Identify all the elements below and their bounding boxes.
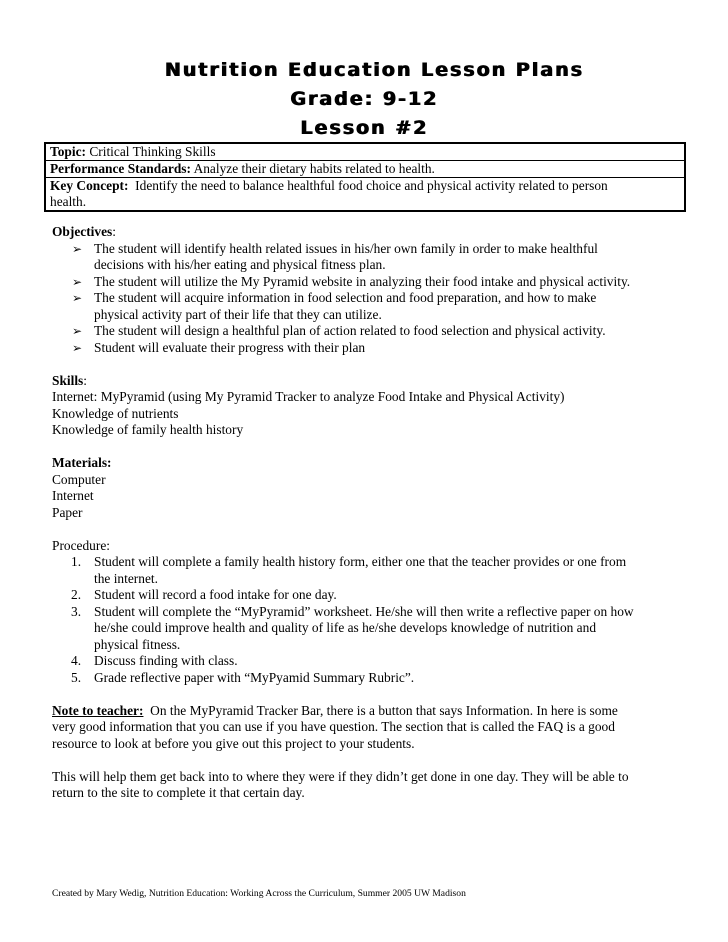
standards-value: Analyze their dietary habits related to health. — [193, 161, 435, 176]
note-label: Note to teacher: — [52, 702, 144, 718]
procedure-step — [52, 653, 682, 670]
lesson-heading: Lesson #2 — [300, 117, 428, 139]
objectives-list — [52, 241, 682, 357]
materials-heading: Materials: — [52, 455, 112, 470]
materials-list — [52, 472, 682, 522]
topic-label: Topic: — [50, 144, 86, 159]
step-text: he/she could improve health and quality of life as he/she develops knowledge of nutrition and — [94, 620, 597, 635]
standards-row — [46, 161, 684, 178]
procedure-step — [52, 670, 682, 687]
step-number: 2. — [71, 587, 82, 602]
arrow-bullet-icon: ➢ — [72, 274, 83, 289]
procedure-step — [52, 604, 682, 654]
skills-list — [52, 389, 682, 439]
standards-label: Performance Standards: — [50, 161, 191, 176]
objective-text: The student will acquire information in food selection and food preparation, and how to make — [94, 290, 597, 305]
topic-row — [46, 144, 684, 161]
lesson-info-box — [44, 142, 686, 212]
note-line-2: very good information that you can use if you have question. The section that is called the FAQ is a good — [52, 719, 615, 734]
skill-line: Knowledge of nutrients — [52, 405, 179, 421]
topic-value: Critical Thinking Skills — [89, 144, 216, 159]
objective-text: Student will evaluate their progress with their plan — [94, 339, 366, 355]
step-number: 4. — [71, 653, 82, 668]
objective-item — [52, 290, 682, 323]
material-item: Paper — [52, 504, 83, 520]
step-text: Grade reflective paper with “MyPyamid Summary Rubric”. — [94, 669, 415, 685]
objectives-colon: : — [112, 224, 116, 239]
step-text: physical fitness. — [94, 636, 181, 652]
step-number: 1. — [71, 554, 82, 569]
materials-section — [52, 455, 682, 521]
title-block — [0, 56, 728, 143]
footer-credit: Created by Mary Wedig, Nutrition Education: Working Across the Curriculum, Summer 2005 UW Madison — [52, 888, 466, 899]
skill-line: Knowledge of family health history — [52, 422, 244, 437]
skills-colon: : — [83, 372, 88, 388]
objective-item — [52, 274, 682, 291]
lesson-content — [52, 224, 682, 818]
objective-text: decisions with his/her eating and physical fitness plan. — [94, 257, 386, 272]
note-line-3: resource to look at before you give out this project to your students. — [52, 735, 415, 751]
objective-text: physical activity part of their life that they can utilize. — [94, 306, 382, 322]
material-item: Internet — [52, 488, 94, 503]
arrow-bullet-icon: ➢ — [72, 340, 83, 355]
objective-text: The student will identify health related issues in his/her own family in order to make healthful — [94, 240, 598, 256]
note-line-1: On the MyPyramid Tracker Bar, there is a button that says Information. In here is some — [150, 702, 618, 718]
closing-paragraph — [52, 769, 682, 802]
procedure-heading: Procedure: — [52, 537, 111, 553]
procedure-section — [52, 538, 682, 687]
objective-text: The student will design a healthful plan of action related to food selection and physical activity. — [94, 323, 606, 338]
skill-line: Internet: MyPyramid (using My Pyramid Tracker to analyze Food Intake and Physical Activity) — [52, 389, 565, 404]
closing-line-2: return to the site to complete it that certain day. — [52, 785, 305, 800]
note-to-teacher — [52, 703, 682, 753]
procedure-step — [52, 554, 682, 587]
objectives-section — [52, 224, 682, 356]
step-text: Student will complete the “MyPyramid” worksheet. He/she will then write a reflective paper on how — [94, 603, 634, 619]
objective-text: The student will utilize the My Pyramid website in analyzing their food intake and physical activity. — [94, 273, 631, 289]
arrow-bullet-icon: ➢ — [72, 241, 83, 256]
procedure-step — [52, 587, 682, 604]
objective-item — [52, 340, 682, 357]
key-concept-label: Key Concept: — [50, 178, 129, 193]
arrow-bullet-icon: ➢ — [72, 324, 83, 338]
key-concept-value: Identify the need to balance healthful food choice and physical activity related to person — [135, 178, 608, 193]
step-text: the internet. — [94, 570, 158, 586]
step-text: Student will record a food intake for one day. — [94, 587, 337, 602]
objectives-heading: Objectives — [52, 224, 113, 239]
skills-section — [52, 373, 682, 439]
skills-heading: Skills — [52, 372, 84, 388]
procedure-list — [52, 554, 682, 686]
arrow-bullet-icon: ➢ — [72, 291, 83, 305]
grade-heading: Grade: 9-12 — [289, 88, 439, 110]
key-concept-value-cont: health. — [50, 194, 87, 209]
step-text: Student will complete a family health history form, either one that the teacher provides or one from — [94, 554, 627, 569]
closing-line-1: This will help them get back into to where they were if they didn’t get done in one day. They will be able to — [52, 768, 629, 784]
document-title: Nutrition Education Lesson Plans — [164, 59, 584, 81]
objective-item — [52, 323, 682, 340]
key-concept-row — [46, 178, 684, 210]
step-text: Discuss finding with class. — [94, 653, 238, 668]
material-item: Computer — [52, 471, 106, 487]
step-number: 5. — [71, 669, 82, 685]
objective-item — [52, 241, 682, 274]
step-number: 3. — [71, 603, 82, 619]
